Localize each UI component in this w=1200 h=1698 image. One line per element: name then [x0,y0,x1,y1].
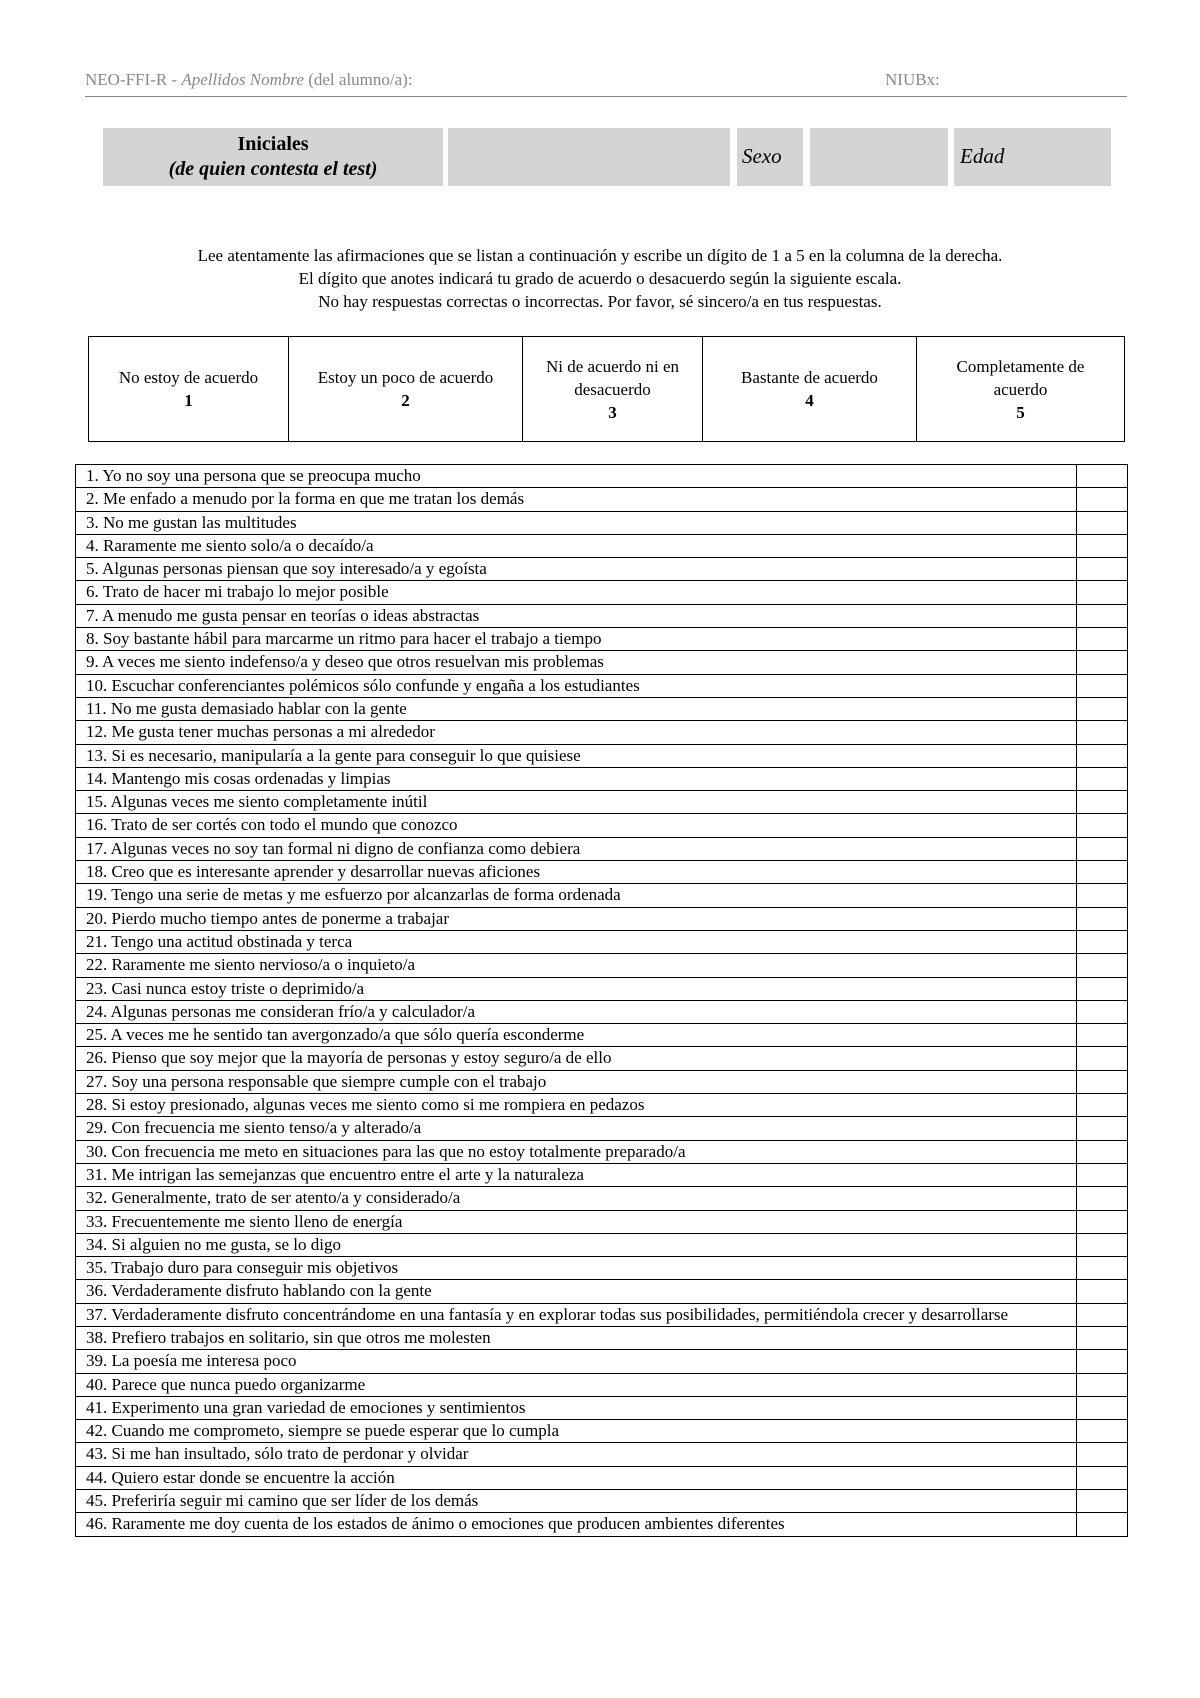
answer-cell[interactable] [1077,1024,1128,1047]
age-field[interactable]: Edad [954,128,1111,186]
item-row [76,651,1128,674]
item-text: 34. Si alguien no me gusta, se lo digo [86,1234,341,1254]
item-text: 5. Algunas personas piensan que soy interesado/a y egoísta [86,559,487,579]
item-row [76,837,1128,860]
item-text: 7. A menudo me gusta pensar en teorías o ideas abstractas [86,605,480,625]
item-text: 26. Pienso que soy mejor que la mayoría de personas y estoy seguro/a de ello [86,1048,612,1068]
answer-cell[interactable] [1077,1117,1128,1140]
item-text-cell [76,511,1077,534]
item-text: 13. Si es necesario, manipularía a la gente para conseguir lo que quisiese [86,745,581,765]
item-row [76,930,1128,953]
scale-option-1: No estoy de acuerdo 1 [89,337,289,442]
instructions [0,244,1200,313]
item-text-cell [76,1233,1077,1256]
item-text: 45. Preferiría seguir mi camino que ser líder de los demás [86,1491,479,1511]
item-text-cell [76,814,1077,837]
item-text-cell [76,1257,1077,1280]
instruction-line: Lee atentamente las afirmaciones que se listan a continuación y escribe un dígito de 1 a 5 en la columna de la derecha. [197,246,1003,265]
item-text-cell [76,1187,1077,1210]
item-text-cell [76,744,1077,767]
item-row [76,1140,1128,1163]
instruction-line: El dígito que anotes indicará tu grado de acuerdo o desacuerdo según la siguiente escala. [298,269,902,288]
item-row [76,1350,1128,1373]
instruction-line: No hay respuestas correctas o incorrectas. Por favor, sé sincero/a en tus respuestas. [318,292,882,311]
answer-cell[interactable] [1077,604,1128,627]
item-row [76,674,1128,697]
sex-field[interactable] [810,128,948,186]
item-row [76,1117,1128,1140]
answer-cell[interactable] [1077,558,1128,581]
answer-cell[interactable] [1077,1210,1128,1233]
answer-cell[interactable] [1077,1280,1128,1303]
item-text: 6. Trato de hacer mi trabajo lo mejor posible [86,582,389,602]
item-row [76,791,1128,814]
answer-cell[interactable] [1077,907,1128,930]
item-text-cell [76,558,1077,581]
item-text-cell [76,791,1077,814]
item-text: 2. Me enfado a menudo por la forma en que me tratan los demás [86,489,525,509]
item-text: 17. Algunas veces no soy tan formal ni digno de confianza como debiera [86,838,581,858]
item-row [76,861,1128,884]
item-text-cell [76,604,1077,627]
item-row [76,907,1128,930]
item-row [76,1420,1128,1443]
item-text-cell [76,1326,1077,1349]
item-text: 29. Con frecuencia me siento tenso/a y alterado/a [86,1118,422,1138]
item-text-cell [76,977,1077,1000]
item-text-cell [76,1396,1077,1419]
item-text: 14. Mantengo mis cosas ordenadas y limpias [86,768,391,788]
answer-cell[interactable] [1077,465,1128,488]
item-row [76,1466,1128,1489]
item-text-cell [76,1070,1077,1093]
answer-cell[interactable] [1077,744,1128,767]
item-row [76,1373,1128,1396]
answer-cell[interactable] [1077,1257,1128,1280]
item-row [76,488,1128,511]
niub-label: NIUBx: [885,70,940,89]
item-text-cell [76,1280,1077,1303]
test-code: NEO-FFI-R - [85,70,182,89]
item-text-cell [76,697,1077,720]
answer-cell[interactable] [1077,1163,1128,1186]
item-text-cell [76,1443,1077,1466]
item-text: 20. Pierdo mucho tiempo antes de ponerme a trabajar [86,908,450,928]
item-text: 28. Si estoy presionado, algunas veces me siento como si me rompiera en pedazos [86,1095,645,1115]
item-text: 35. Trabajo duro para conseguir mis objetivos [86,1258,399,1278]
item-row [76,1303,1128,1326]
item-row [76,604,1128,627]
item-text-cell [76,1490,1077,1513]
scale-option-2: Estoy un poco de acuerdo 2 [289,337,523,442]
page-header [85,70,1127,97]
item-row [76,1047,1128,1070]
student-name-label [85,70,413,90]
initials-subtitle: (de quien contesta el test) [168,158,378,180]
answer-cell[interactable] [1077,488,1128,511]
item-row [76,1490,1128,1513]
item-text: 11. No me gusta demasiado hablar con la gente [86,698,407,718]
answer-cell[interactable] [1077,1233,1128,1256]
answer-cell[interactable] [1077,511,1128,534]
name-suffix: (del alumno/a): [303,70,413,89]
item-text-cell [76,1163,1077,1186]
item-text-cell [76,767,1077,790]
item-text-cell [76,628,1077,651]
answer-cell[interactable] [1077,767,1128,790]
item-row [76,1187,1128,1210]
answer-cell[interactable] [1077,651,1128,674]
item-row [76,581,1128,604]
answer-cell[interactable] [1077,1443,1128,1466]
item-text-cell [76,488,1077,511]
item-row [76,977,1128,1000]
item-row [76,465,1128,488]
item-row [76,814,1128,837]
item-text: 30. Con frecuencia me meto en situaciones para las que no estoy totalmente preparado/a [86,1141,686,1161]
item-text-cell [76,1024,1077,1047]
item-row [76,1210,1128,1233]
answer-cell[interactable] [1077,1303,1128,1326]
item-row [76,744,1128,767]
answer-cell[interactable] [1077,534,1128,557]
initials-title: Iniciales [237,133,309,155]
answer-cell[interactable] [1077,1420,1128,1443]
item-row [76,534,1128,557]
respondent-info-row [0,128,1200,186]
item-text: 23. Casi nunca estoy triste o deprimido/a [86,978,365,998]
item-text: 9. A veces me siento indefenso/a y deseo que otros resuelvan mis problemas [86,652,604,672]
item-text-cell [76,465,1077,488]
item-row [76,628,1128,651]
item-text: 46. Raramente me doy cuenta de los estados de ánimo o emociones que producen ambientes diferentes [86,1514,785,1534]
item-text-cell [76,1373,1077,1396]
item-text: 8. Soy bastante hábil para marcarme un ritmo para hacer el trabajo a tiempo [86,629,602,649]
item-row [76,884,1128,907]
answer-cell[interactable] [1077,1490,1128,1513]
answer-cell[interactable] [1077,954,1128,977]
item-text-cell [76,954,1077,977]
item-row [76,1326,1128,1349]
item-text: 41. Experimento una gran variedad de emociones y sentimientos [86,1397,526,1417]
item-text-cell [76,1094,1077,1117]
answer-cell[interactable] [1077,1070,1128,1093]
answer-cell[interactable] [1077,581,1128,604]
initials-field[interactable] [448,128,730,186]
item-text: 33. Frecuentemente me siento lleno de energía [86,1211,403,1231]
answer-cell[interactable] [1077,674,1128,697]
item-row [76,721,1128,744]
item-row [76,1094,1128,1117]
answer-cell[interactable] [1077,1140,1128,1163]
item-text: 36. Verdaderamente disfruto hablando con la gente [86,1281,432,1301]
item-text: 15. Algunas veces me siento completamente inútil [86,792,428,812]
answer-cell[interactable] [1077,1000,1128,1023]
item-text-cell [76,1513,1077,1536]
item-row [76,1443,1128,1466]
answer-cell[interactable] [1077,1094,1128,1117]
name-label: Apellidos Nombre [181,70,304,89]
item-text-cell [76,861,1077,884]
item-text: 38. Prefiero trabajos en solitario, sin que otros me molesten [86,1327,491,1347]
item-text: 12. Me gusta tener muchas personas a mi alrededor [86,722,435,742]
item-text-cell [76,1303,1077,1326]
item-text: 10. Escuchar conferenciantes polémicos sólo confunde y engaña a los estudiantes [86,675,640,695]
scale-option-3: Ni de acuerdo ni en desacuerdo 3 [523,337,703,442]
item-text-cell [76,651,1077,674]
item-text-cell [76,884,1077,907]
answer-cell[interactable] [1077,977,1128,1000]
answer-cell[interactable] [1077,1396,1128,1419]
item-text: 39. La poesía me interesa poco [86,1351,297,1371]
item-text-cell [76,1047,1077,1070]
item-text-cell [76,1117,1077,1140]
item-row [76,1024,1128,1047]
answer-cell[interactable] [1077,1326,1128,1349]
item-text: 19. Tengo una serie de metas y me esfuerzo por alcanzarlas de forma ordenada [86,885,621,905]
item-text-cell [76,1420,1077,1443]
answer-cell[interactable] [1077,791,1128,814]
answer-cell[interactable] [1077,814,1128,837]
item-text: 1. Yo no soy una persona que se preocupa mucho [86,466,421,485]
item-row [76,1070,1128,1093]
item-row [76,1257,1128,1280]
answer-cell[interactable] [1077,837,1128,860]
item-row [76,1163,1128,1186]
item-text-cell [76,581,1077,604]
item-text-cell [76,534,1077,557]
item-text-cell [76,674,1077,697]
item-text: 27. Soy una persona responsable que siempre cumple con el trabajo [86,1071,547,1091]
item-text-cell [76,930,1077,953]
sex-label: Sexo [737,128,803,186]
item-text: 4. Raramente me siento solo/a o decaído/a [86,535,374,555]
initials-label [103,128,443,186]
item-text-cell [76,1466,1077,1489]
answer-cell[interactable] [1077,1187,1128,1210]
item-text-cell [76,837,1077,860]
answer-cell[interactable] [1077,1513,1128,1536]
item-row [76,1513,1128,1536]
item-text: 43. Si me han insultado, sólo trato de perdonar y olvidar [86,1444,469,1464]
response-scale [88,336,1125,442]
item-text-cell [76,1000,1077,1023]
answer-cell[interactable] [1077,1373,1128,1396]
answer-cell[interactable] [1077,1350,1128,1373]
answer-cell[interactable] [1077,697,1128,720]
item-text: 18. Creo que es interesante aprender y desarrollar nuevas aficiones [86,862,541,882]
item-text-cell [76,1210,1077,1233]
item-text: 22. Raramente me siento nervioso/a o inquieto/a [86,955,416,975]
answer-cell[interactable] [1077,930,1128,953]
item-row [76,1000,1128,1023]
item-text-cell [76,721,1077,744]
item-row [76,697,1128,720]
item-text: 32. Generalmente, trato de ser atento/a y considerado/a [86,1188,461,1208]
answer-cell[interactable] [1077,721,1128,744]
item-row [76,1396,1128,1419]
scale-option-4: Bastante de acuerdo 4 [703,337,917,442]
item-text: 37. Verdaderamente disfruto concentrándome en una fantasía y en explorar todas sus posibilidades, permitiéndola crecer y desarrollarse [86,1304,1009,1324]
item-text: 24. Algunas personas me consideran frío/a y calculador/a [86,1001,475,1021]
item-text: 40. Parece que nunca puedo organizarme [86,1374,366,1394]
item-text: 42. Cuando me comprometo, siempre se puede esperar que lo cumpla [86,1421,560,1441]
item-row [76,767,1128,790]
items-table [75,464,1128,1537]
answer-cell[interactable] [1077,628,1128,651]
item-row [76,1280,1128,1303]
item-text: 16. Trato de ser cortés con todo el mundo que conozco [86,815,458,835]
item-text: 3. No me gustan las multitudes [86,512,297,532]
item-text: 25. A veces me he sentido tan avergonzado/a que sólo quería esconderme [86,1025,585,1045]
item-text: 21. Tengo una actitud obstinada y terca [86,931,353,951]
item-text-cell [76,907,1077,930]
scale-option-5: Completamente de acuerdo 5 [917,337,1125,442]
answer-cell[interactable] [1077,884,1128,907]
item-text-cell [76,1140,1077,1163]
answer-cell[interactable] [1077,1047,1128,1070]
item-text: 31. Me intrigan las semejanzas que encuentro entre el arte y la naturaleza [86,1164,584,1184]
item-row [76,558,1128,581]
item-row [76,1233,1128,1256]
item-text: 44. Quiero estar donde se encuentre la acción [86,1467,395,1487]
item-row [76,954,1128,977]
answer-cell[interactable] [1077,1466,1128,1489]
item-text-cell [76,1350,1077,1373]
item-row [76,511,1128,534]
answer-cell[interactable] [1077,861,1128,884]
